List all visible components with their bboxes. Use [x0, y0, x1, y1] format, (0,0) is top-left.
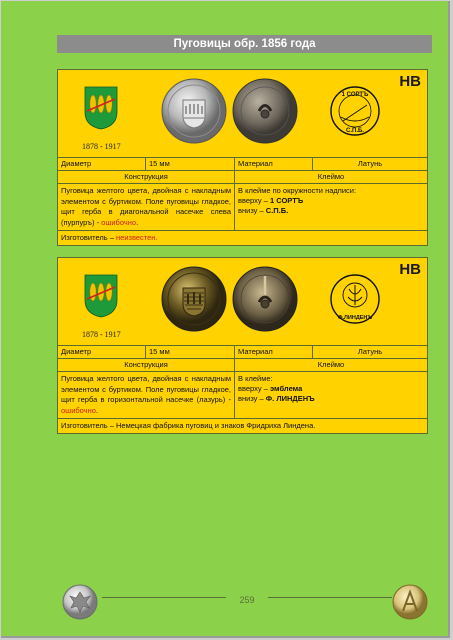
- button-card-1: [57, 69, 428, 246]
- eagle-medal-icon: [62, 584, 98, 620]
- material-label: Материал: [235, 346, 313, 358]
- construction-description: Пуговица желтого цвета, двойная с накладным элементом с буртиком. Поле пуговицы гладкое, щит герба в горизонтальной насечке (лазурь) - ошибочно.: [58, 372, 235, 418]
- material-value: Латунь: [357, 347, 383, 356]
- material-label: Материал: [235, 158, 313, 170]
- specs-row: [58, 345, 427, 358]
- maker-row: [58, 418, 427, 433]
- years-label: 1878 - 1917: [82, 330, 121, 339]
- maker-value: неизвестен.: [116, 233, 158, 242]
- monogram-medal-icon: [392, 584, 428, 620]
- footer-divider-left: [102, 597, 226, 598]
- card-images: [58, 70, 427, 157]
- header-row: [58, 170, 427, 183]
- mark-description: В клейме по окружности надписи: вверху – 1 СОРТЪ внизу – С.П.Б.: [238, 186, 357, 215]
- details-row: [58, 183, 427, 230]
- error-note: ошибочно: [61, 405, 96, 415]
- maker-text: Изготовитель – неизвестен.: [61, 233, 158, 242]
- footer-divider-right: [268, 597, 392, 598]
- diameter-label: Диаметр: [58, 346, 146, 358]
- stamp-bottom-text: С.П.Б.: [346, 128, 364, 134]
- button-front-icon: [161, 78, 227, 144]
- specs-row: [58, 157, 427, 170]
- maker-text: Изготовитель – Немецкая фабрика пуговиц и знаков Фридриха Линдена.: [61, 421, 316, 430]
- stamp-bottom-text: Ф.ЛИНДЕНЪ: [337, 315, 373, 321]
- card-tag: НВ: [399, 261, 421, 278]
- details-row: [58, 371, 427, 418]
- coat-of-arms-icon: [84, 274, 118, 318]
- stamp-top-text: 1 СОРТЪ: [341, 92, 369, 98]
- construction-header: Конструкция: [58, 171, 235, 183]
- button-front-icon: [161, 266, 227, 332]
- years-label: 1878 - 1917: [82, 142, 121, 151]
- mark-description: В клейме: вверху – эмблема внизу – Ф. ЛИНДЕНЪ: [238, 374, 315, 403]
- card-images: [58, 258, 427, 345]
- material-value: Латунь: [357, 159, 383, 168]
- diameter-value: 15 мм: [146, 346, 235, 358]
- card-tag: НВ: [399, 73, 421, 90]
- construction-description: Пуговица желтого цвета, двойная с накладным элементом с буртиком. Поле пуговицы гладкое, щит герба в диагональной насечке слева (пурпуръ) - ошибочно.: [58, 184, 235, 230]
- button-card-2: [57, 257, 428, 434]
- button-back-icon: [232, 78, 298, 144]
- mark-header: Клеймо: [317, 360, 345, 369]
- construction-header: Конструкция: [58, 359, 235, 371]
- stamp-icon: [329, 85, 381, 137]
- stamp-icon: [329, 273, 381, 325]
- maker-row: [58, 230, 427, 245]
- button-back-icon: [232, 266, 298, 332]
- diameter-value: 15 мм: [146, 158, 235, 170]
- coat-of-arms-icon: [84, 86, 118, 130]
- diameter-label: Диаметр: [58, 158, 146, 170]
- header-row: [58, 358, 427, 371]
- error-note: ошибочно: [101, 217, 137, 227]
- page-title: Пуговицы обр. 1856 года: [57, 35, 432, 53]
- page-number: 259: [239, 595, 255, 605]
- mark-header: Клеймо: [317, 172, 345, 181]
- maker-value: Немецкая фабрика пуговиц и знаков Фридриха Линдена.: [116, 421, 316, 430]
- page: [1, 1, 450, 638]
